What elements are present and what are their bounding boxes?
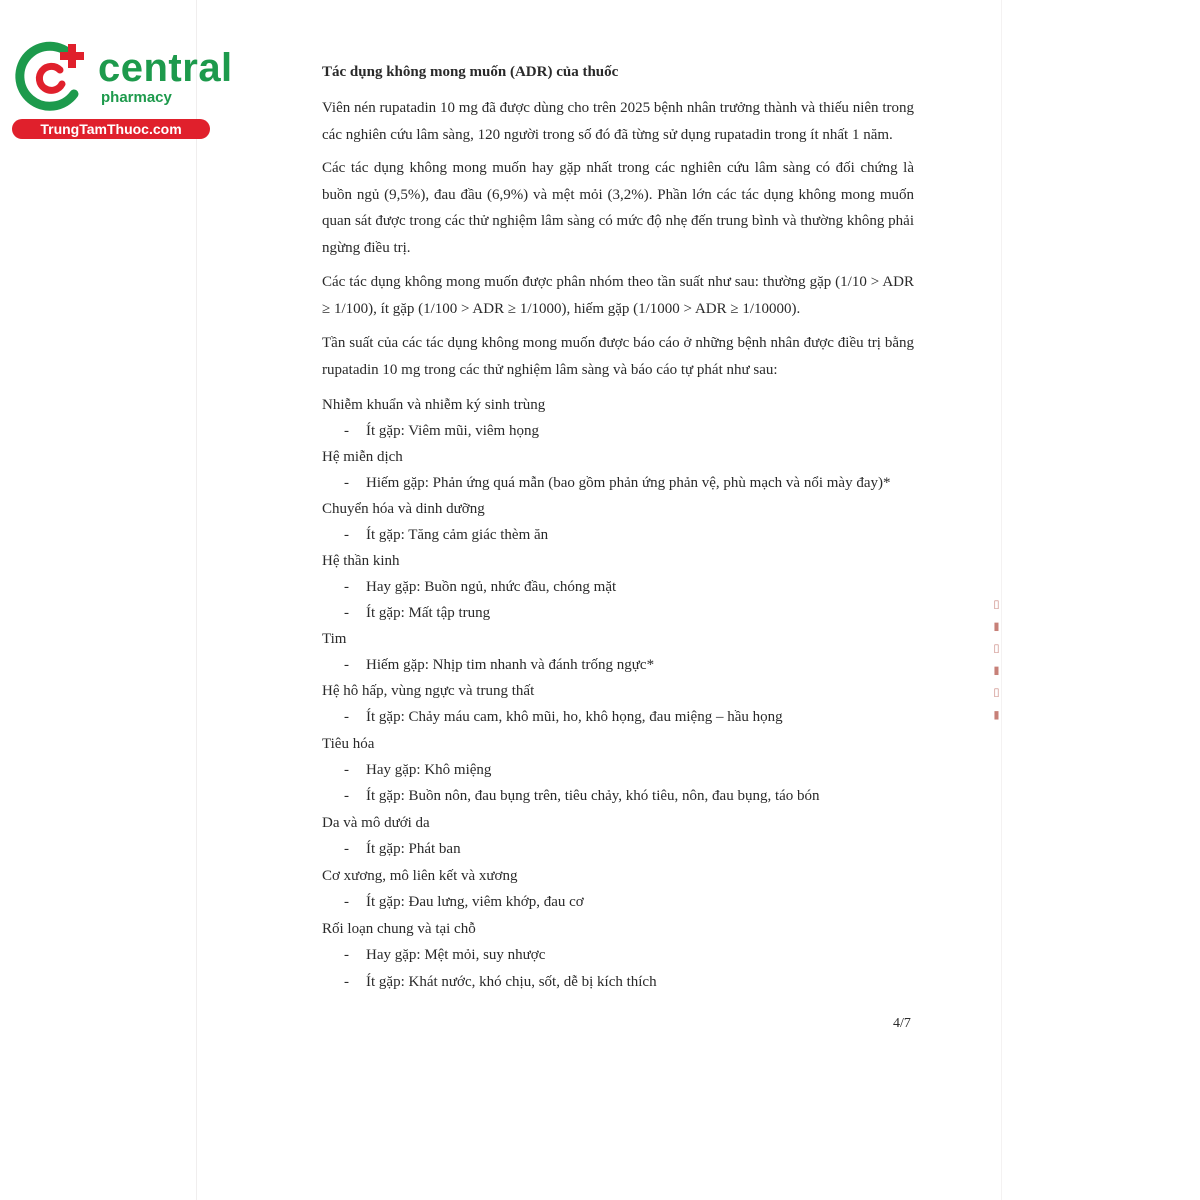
- bullet-dash: -: [344, 947, 349, 963]
- page-number: 4/7: [893, 1016, 911, 1031]
- bullet-dash: -: [344, 475, 349, 491]
- section-heading: Tác dụng không mong muốn (ADR) của thuốc: [322, 64, 619, 80]
- paragraph-2: Các tác dụng không mong muốn hay gặp nhất trong các nghiên cứu lâm sàng có đối chứng là buồn ngủ (9,5%), đau đầu (6,9%) và mệt mỏi (3,2%). Phần lớn các tác dụng không mong muốn quan sát được trong các thử nghiệm lâm sàng có mức độ nhẹ đến trung bình và thường không phải ngừng điều trị.: [322, 160, 914, 256]
- bullet-dash: -: [344, 527, 349, 543]
- list-item: [344, 655, 654, 675]
- logo-url-banner[interactable]: TrungTamThuoc.com: [12, 119, 210, 139]
- bullet-dash: -: [344, 788, 349, 804]
- bullet-dash: -: [344, 894, 349, 910]
- list-item-text: Ít gặp: Khát nước, khó chịu, sốt, dễ bị kích thích: [366, 974, 657, 990]
- list-item-text: Ít gặp: Buồn nôn, đau bụng trên, tiêu chảy, khó tiêu, nôn, đau bụng, táo bón: [366, 788, 820, 804]
- list-item: [344, 892, 584, 912]
- category-infections: Nhiễm khuẩn và nhiễm ký sinh trùng: [322, 397, 546, 413]
- bullet-dash: -: [344, 841, 349, 857]
- list-item: [344, 786, 820, 806]
- list-item: [344, 577, 616, 597]
- category-digestive: Tiêu hóa: [322, 736, 375, 752]
- paragraph-3: Các tác dụng không mong muốn được phân nhóm theo tần suất như sau: thường gặp (1/10 > ADR ≥ 1/100), ít gặp (1/100 > ADR ≥ 1/1000), hiếm gặp (1/1000 > ADR ≥ 1/10000).: [322, 274, 914, 317]
- list-item-text: Hay gặp: Buồn ngủ, nhức đầu, chóng mặt: [366, 579, 617, 595]
- bullet-dash: -: [344, 423, 349, 439]
- bullet-dash: -: [344, 579, 349, 595]
- list-item: [344, 525, 548, 545]
- list-item: [344, 945, 545, 965]
- category-metabolism: Chuyển hóa và dinh dưỡng: [322, 501, 485, 517]
- list-item-text: Ít gặp: Đau lưng, viêm khớp, đau cơ: [366, 894, 584, 910]
- list-item-text: Ít gặp: Phát ban: [366, 841, 461, 857]
- list-item-text: Hay gặp: Khô miệng: [366, 762, 492, 778]
- list-item-text: Hay gặp: Mệt mỏi, suy nhược: [366, 947, 546, 963]
- list-item: [344, 972, 657, 992]
- list-item: [344, 603, 490, 623]
- category-respiratory: Hệ hô hấp, vùng ngực và trung thất: [322, 683, 535, 699]
- list-item-text: Ít gặp: Chảy máu cam, khô mũi, ho, khô họng, đau miệng – hầu họng: [366, 709, 783, 725]
- list-item: [344, 760, 491, 780]
- list-item-text: Ít gặp: Viêm mũi, viêm họng: [366, 423, 539, 439]
- paragraph-4: Tần suất của các tác dụng không mong muốn được báo cáo ở những bệnh nhân được điều trị bằng rupatadin 10 mg trong các thử nghiệm lâm sàng và báo cáo tự phát như sau:: [322, 335, 914, 378]
- category-musculoskeletal: Cơ xương, mô liên kết và xương: [322, 868, 518, 884]
- list-item-text: Hiếm gặp: Nhịp tim nhanh và đánh trống ngực*: [366, 657, 655, 673]
- list-item: [344, 473, 890, 493]
- bullet-dash: -: [344, 974, 349, 990]
- list-item-text: Hiếm gặp: Phản ứng quá mẫn (bao gồm phản ứng phản vệ, phù mạch và nổi mày đay)*: [366, 475, 891, 491]
- red-stamp-mark: ▮ ▯ ▮ ▯ ▮ ▯: [991, 596, 1003, 723]
- category-heart: Tim: [322, 631, 347, 647]
- bullet-dash: -: [344, 657, 349, 673]
- paragraph-1: Viên nén rupatadin 10 mg đã được dùng cho trên 2025 bệnh nhân trưởng thành và thiếu niên trong các nghiên cứu lâm sàng, 120 người trong số đó đã từng sử dụng rupatadin trong ít nhất 1 năm.: [322, 100, 914, 143]
- logo-subtitle: pharmacy: [101, 89, 172, 106]
- logo-brand-text: central: [98, 46, 233, 90]
- category-skin: Da và mô dưới da: [322, 815, 430, 831]
- category-nervous-system: Hệ thần kinh: [322, 553, 400, 569]
- list-item-text: Ít gặp: Mất tập trung: [366, 605, 491, 621]
- list-item-text: Ít gặp: Tăng cảm giác thèm ăn: [366, 527, 549, 543]
- bullet-dash: -: [344, 605, 349, 621]
- bullet-dash: -: [344, 709, 349, 725]
- list-item: [344, 707, 783, 727]
- category-general-disorders: Rối loạn chung và tại chỗ: [322, 921, 476, 937]
- category-immune-system: Hệ miễn dịch: [322, 449, 403, 465]
- bullet-dash: -: [344, 762, 349, 778]
- list-item: [344, 421, 539, 441]
- list-item: [344, 839, 461, 859]
